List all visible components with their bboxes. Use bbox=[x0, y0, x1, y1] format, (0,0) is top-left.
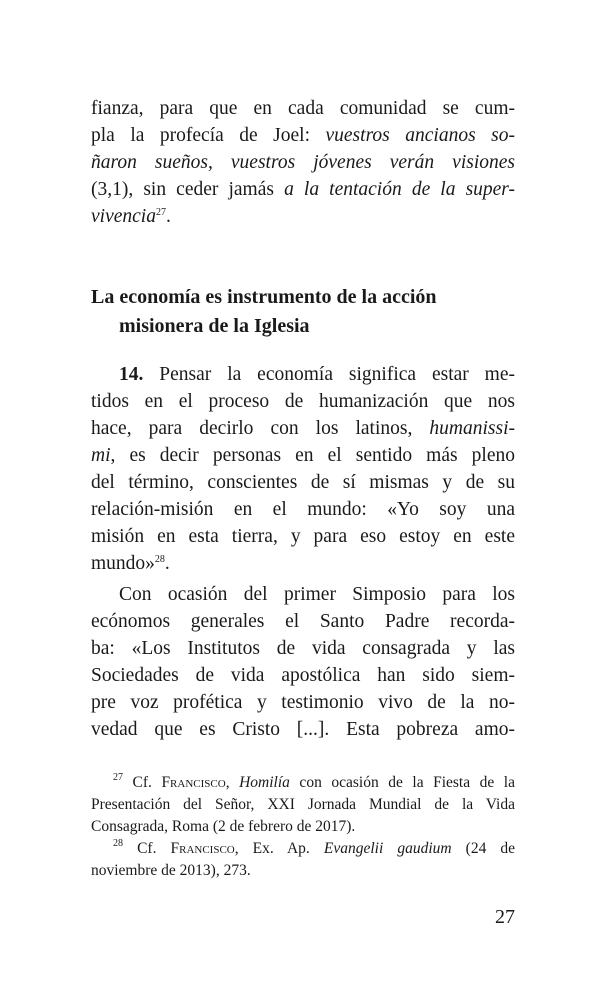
text-line bbox=[91, 551, 515, 577]
text-line bbox=[91, 362, 515, 388]
text: vedad que es Cristo [...]. Esta pobreza amo- bbox=[91, 719, 515, 740]
text: (3,1), sin ceder jamás bbox=[91, 179, 285, 200]
text-line bbox=[91, 123, 515, 149]
italic-text: vivencia bbox=[91, 206, 156, 227]
footnote-ref: 28 bbox=[154, 554, 165, 565]
text: Cf. bbox=[137, 840, 171, 857]
footnote-marker: 27 bbox=[113, 772, 123, 783]
text: Consagrada, Roma (2 de febrero de 2017). bbox=[91, 818, 356, 835]
footnote-28 bbox=[91, 838, 515, 859]
text: Sociedades de vida apostólica han sido siem- bbox=[91, 665, 515, 686]
text-line bbox=[91, 204, 515, 230]
text-line bbox=[91, 609, 515, 635]
text: Pensar la economía significa estar me- bbox=[159, 364, 515, 385]
section-heading-line2: misionera de la Iglesia bbox=[119, 315, 310, 337]
italic-text: a la tentación de la super- bbox=[284, 179, 516, 200]
text: . bbox=[164, 553, 170, 574]
footnote-line bbox=[91, 816, 515, 837]
work-title: Homilía bbox=[239, 774, 290, 791]
text-line bbox=[91, 582, 515, 608]
text: relación-misión en el mundo: «Yo soy una bbox=[91, 499, 515, 520]
text: ecónomos generales el Santo Padre recorda- bbox=[91, 611, 515, 632]
book-page bbox=[91, 0, 515, 1000]
text-line bbox=[91, 150, 515, 176]
section-heading-line1: La economía es instrumento de la acción bbox=[91, 286, 437, 308]
text: pre voz profética y testimonio vivo de la no- bbox=[91, 692, 515, 713]
text-line bbox=[91, 443, 515, 469]
text: hace, para decirlo con los latinos, bbox=[91, 418, 430, 439]
italic-text: humanissi- bbox=[429, 418, 515, 439]
text: , Ex. Ap. bbox=[234, 840, 324, 857]
text-line bbox=[91, 416, 515, 442]
footnote-line bbox=[91, 794, 515, 815]
text-line bbox=[91, 389, 515, 415]
text-line bbox=[91, 690, 515, 716]
text-line bbox=[91, 636, 515, 662]
text-line bbox=[91, 524, 515, 550]
text: mundo» bbox=[91, 553, 155, 574]
text: (24 de bbox=[451, 840, 516, 857]
text: pla la profecía de Joel: bbox=[91, 125, 326, 146]
footnote-line bbox=[91, 860, 515, 881]
text: con ocasión de la Fiesta de la bbox=[289, 774, 515, 791]
text: Cf. bbox=[132, 774, 162, 791]
text: , bbox=[225, 774, 240, 791]
text-line bbox=[91, 470, 515, 496]
text: ba: «Los Institutos de vida consagrada y las bbox=[91, 638, 515, 659]
text-line bbox=[91, 717, 515, 743]
text: Presentación del Señor, XXI Jornada Mundial de la Vida bbox=[91, 796, 515, 813]
text-line bbox=[91, 177, 515, 203]
text: noviembre de 2013), 273. bbox=[91, 862, 251, 879]
author-name: Francisco bbox=[170, 840, 235, 857]
text: , es decir personas en el sentido más pleno bbox=[110, 445, 515, 466]
italic-text: vuestros ancianos so- bbox=[325, 125, 516, 146]
paragraph-number: 14. bbox=[119, 364, 144, 385]
author-name: Francisco bbox=[161, 774, 226, 791]
text-line bbox=[91, 497, 515, 523]
text: del término, conscientes de sí mismas y de su bbox=[91, 472, 515, 493]
text-line bbox=[91, 96, 515, 122]
footnote-27 bbox=[91, 772, 515, 793]
text: fianza, para que en cada comunidad se cum- bbox=[91, 98, 515, 119]
page-number: 27 bbox=[495, 906, 515, 928]
text: tidos en el proceso de humanización que nos bbox=[91, 391, 515, 412]
footnote-marker: 28 bbox=[113, 838, 123, 849]
text: . bbox=[165, 206, 171, 227]
text: Con ocasión del primer Simposio para los bbox=[119, 584, 515, 605]
italic-text: ñaron sueños, vuestros jóvenes verán visiones bbox=[91, 152, 515, 173]
text: misión en esta tierra, y para eso estoy en este bbox=[91, 526, 515, 547]
footnote-ref: 27 bbox=[155, 207, 166, 218]
work-title: Evangelii gaudium bbox=[323, 840, 452, 857]
italic-text: mi bbox=[91, 445, 111, 466]
text-line bbox=[91, 663, 515, 689]
